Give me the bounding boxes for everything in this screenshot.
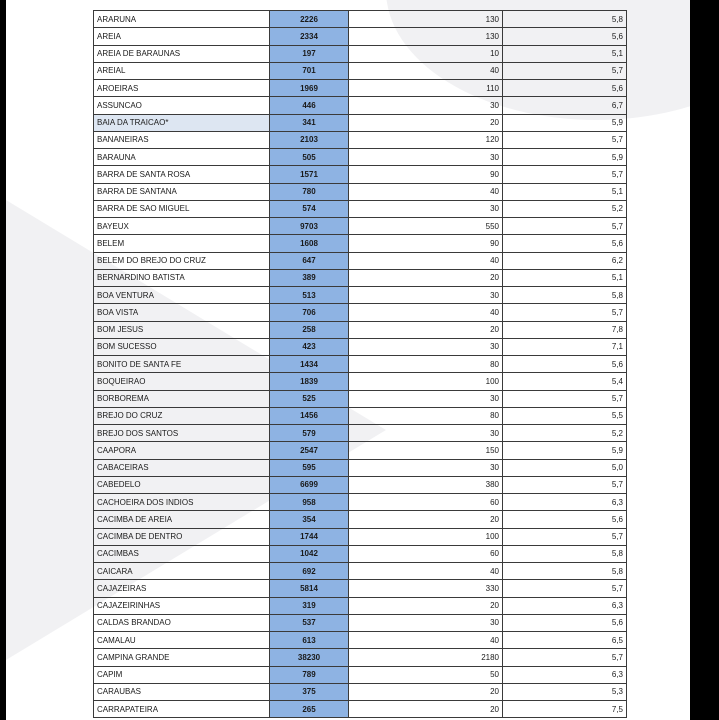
municipality-cell: BOM SUCESSO [94, 338, 270, 355]
population-cell: 5814 [270, 580, 349, 597]
population-cell: 789 [270, 666, 349, 683]
population-cell: 319 [270, 597, 349, 614]
percent-cell: 7,8 [503, 321, 627, 338]
percent-cell: 5,2 [503, 425, 627, 442]
quantity-cell: 50 [349, 666, 503, 683]
population-cell: 1456 [270, 407, 349, 424]
quantity-cell: 20 [349, 701, 503, 718]
municipality-cell: AROEIRAS [94, 80, 270, 97]
population-cell: 1839 [270, 373, 349, 390]
percent-cell: 5,9 [503, 442, 627, 459]
municipality-cell: CALDAS BRANDAO [94, 614, 270, 631]
municipality-cell: CAMPINA GRANDE [94, 649, 270, 666]
population-cell: 525 [270, 390, 349, 407]
quantity-cell: 20 [349, 511, 503, 528]
quantity-cell: 30 [349, 614, 503, 631]
municipality-cell: CAAPORA [94, 442, 270, 459]
quantity-cell: 90 [349, 235, 503, 252]
municipality-cell: BORBOREMA [94, 390, 270, 407]
municipality-cell: CACIMBA DE AREIA [94, 511, 270, 528]
table-row [94, 459, 627, 476]
quantity-cell: 30 [349, 425, 503, 442]
quantity-cell: 20 [349, 269, 503, 286]
municipality-cell: BONITO DE SANTA FE [94, 356, 270, 373]
quantity-cell: 150 [349, 442, 503, 459]
table-row [94, 252, 627, 269]
percent-cell: 5,1 [503, 45, 627, 62]
municipality-cell: CARAUBAS [94, 683, 270, 700]
table-row [94, 183, 627, 200]
table-row [94, 442, 627, 459]
population-cell: 595 [270, 459, 349, 476]
quantity-cell: 60 [349, 494, 503, 511]
population-cell: 1744 [270, 528, 349, 545]
municipality-cell: BELEM DO BREJO DO CRUZ [94, 252, 270, 269]
population-cell: 197 [270, 45, 349, 62]
quantity-cell: 20 [349, 114, 503, 131]
municipality-cell: CACIMBA DE DENTRO [94, 528, 270, 545]
population-cell: 958 [270, 494, 349, 511]
percent-cell: 5,6 [503, 356, 627, 373]
quantity-cell: 130 [349, 28, 503, 45]
quantity-cell: 130 [349, 11, 503, 28]
table-row [94, 200, 627, 217]
table-row [94, 321, 627, 338]
table-row [94, 511, 627, 528]
table-row [94, 632, 627, 649]
municipality-cell: BOA VISTA [94, 304, 270, 321]
population-cell: 1571 [270, 166, 349, 183]
table-row [94, 390, 627, 407]
table-row [94, 218, 627, 235]
population-cell: 265 [270, 701, 349, 718]
municipality-cell: BAYEUX [94, 218, 270, 235]
population-cell: 2226 [270, 11, 349, 28]
municipality-cell: AREIA [94, 28, 270, 45]
quantity-cell: 30 [349, 200, 503, 217]
percent-cell: 5,7 [503, 476, 627, 493]
population-cell: 505 [270, 149, 349, 166]
population-cell: 1608 [270, 235, 349, 252]
population-cell: 423 [270, 338, 349, 355]
table-row [94, 545, 627, 562]
percent-cell: 5,7 [503, 62, 627, 79]
percent-cell: 5,1 [503, 183, 627, 200]
percent-cell: 5,0 [503, 459, 627, 476]
percent-cell: 5,7 [503, 131, 627, 148]
quantity-cell: 550 [349, 218, 503, 235]
percent-cell: 5,8 [503, 287, 627, 304]
population-cell: 258 [270, 321, 349, 338]
population-cell: 1042 [270, 545, 349, 562]
table-row [94, 269, 627, 286]
quantity-cell: 40 [349, 563, 503, 580]
document-page [6, 0, 690, 720]
quantity-cell: 330 [349, 580, 503, 597]
quantity-cell: 100 [349, 373, 503, 390]
percent-cell: 5,6 [503, 235, 627, 252]
population-cell: 513 [270, 287, 349, 304]
municipality-cell: BREJO DO CRUZ [94, 407, 270, 424]
table-row [94, 373, 627, 390]
percent-cell: 5,6 [503, 511, 627, 528]
population-cell: 706 [270, 304, 349, 321]
quantity-cell: 40 [349, 62, 503, 79]
municipality-cell: BARRA DE SANTA ROSA [94, 166, 270, 183]
population-cell: 354 [270, 511, 349, 528]
quantity-cell: 110 [349, 80, 503, 97]
municipality-cell: CACIMBAS [94, 545, 270, 562]
municipality-cell: BOQUEIRAO [94, 373, 270, 390]
municipality-cell: BANANEIRAS [94, 131, 270, 148]
percent-cell: 5,8 [503, 545, 627, 562]
table-row [94, 580, 627, 597]
municipality-cell: BARRA DE SANTANA [94, 183, 270, 200]
table-row [94, 407, 627, 424]
municipality-cell: CARRAPATEIRA [94, 701, 270, 718]
municipality-cell: ASSUNCAO [94, 97, 270, 114]
table-row [94, 131, 627, 148]
quantity-cell: 20 [349, 597, 503, 614]
population-cell: 1969 [270, 80, 349, 97]
table-row [94, 304, 627, 321]
population-cell: 647 [270, 252, 349, 269]
percent-cell: 5,8 [503, 11, 627, 28]
quantity-cell: 10 [349, 45, 503, 62]
quantity-cell: 2180 [349, 649, 503, 666]
municipality-cell: ARARUNA [94, 11, 270, 28]
municipality-cell: CABEDELO [94, 476, 270, 493]
percent-cell: 5,6 [503, 28, 627, 45]
quantity-cell: 80 [349, 407, 503, 424]
percent-cell: 5,7 [503, 218, 627, 235]
percent-cell: 5,7 [503, 166, 627, 183]
municipality-cell: BELEM [94, 235, 270, 252]
table-body [94, 11, 627, 718]
municipality-cell: CAICARA [94, 563, 270, 580]
table-row [94, 338, 627, 355]
population-cell: 375 [270, 683, 349, 700]
population-cell: 1434 [270, 356, 349, 373]
percent-cell: 5,6 [503, 614, 627, 631]
population-cell: 613 [270, 632, 349, 649]
population-cell: 2547 [270, 442, 349, 459]
table-row [94, 701, 627, 718]
table-row [94, 666, 627, 683]
population-cell: 537 [270, 614, 349, 631]
percent-cell: 5,7 [503, 390, 627, 407]
quantity-cell: 20 [349, 683, 503, 700]
percent-cell: 6,3 [503, 597, 627, 614]
population-cell: 2103 [270, 131, 349, 148]
quantity-cell: 80 [349, 356, 503, 373]
population-cell: 6699 [270, 476, 349, 493]
table-row [94, 614, 627, 631]
quantity-cell: 40 [349, 632, 503, 649]
table-row [94, 166, 627, 183]
municipality-cell: BREJO DOS SANTOS [94, 425, 270, 442]
population-cell: 780 [270, 183, 349, 200]
population-cell: 446 [270, 97, 349, 114]
population-cell: 9703 [270, 218, 349, 235]
municipality-cell: BOM JESUS [94, 321, 270, 338]
table-row [94, 28, 627, 45]
table-row [94, 563, 627, 580]
quantity-cell: 30 [349, 390, 503, 407]
quantity-cell: 40 [349, 252, 503, 269]
municipality-cell: CACHOEIRA DOS INDIOS [94, 494, 270, 511]
percent-cell: 5,3 [503, 683, 627, 700]
population-cell: 701 [270, 62, 349, 79]
percent-cell: 5,7 [503, 580, 627, 597]
population-cell: 341 [270, 114, 349, 131]
population-cell: 38230 [270, 649, 349, 666]
population-cell: 389 [270, 269, 349, 286]
percent-cell: 5,6 [503, 80, 627, 97]
percent-cell: 5,2 [503, 200, 627, 217]
table-row [94, 649, 627, 666]
percent-cell: 5,7 [503, 528, 627, 545]
municipality-cell: BERNARDINO BATISTA [94, 269, 270, 286]
table-row [94, 356, 627, 373]
quantity-cell: 100 [349, 528, 503, 545]
percent-cell: 5,4 [503, 373, 627, 390]
data-table [93, 10, 627, 718]
table-row [94, 683, 627, 700]
table-row [94, 425, 627, 442]
municipality-cell: BARRA DE SAO MIGUEL [94, 200, 270, 217]
table-row [94, 45, 627, 62]
quantity-cell: 30 [349, 287, 503, 304]
population-cell: 2334 [270, 28, 349, 45]
quantity-cell: 120 [349, 131, 503, 148]
table-row [94, 494, 627, 511]
municipality-cell: AREIA DE BARAUNAS [94, 45, 270, 62]
population-cell: 574 [270, 200, 349, 217]
quantity-cell: 30 [349, 97, 503, 114]
population-cell: 692 [270, 563, 349, 580]
percent-cell: 6,3 [503, 494, 627, 511]
table-row [94, 287, 627, 304]
table-row [94, 235, 627, 252]
municipality-cell: BOA VENTURA [94, 287, 270, 304]
percent-cell: 7,5 [503, 701, 627, 718]
percent-cell: 5,7 [503, 649, 627, 666]
quantity-cell: 30 [349, 459, 503, 476]
municipality-cell: CAJAZEIRINHAS [94, 597, 270, 614]
percent-cell: 5,7 [503, 304, 627, 321]
municipality-cell: AREIAL [94, 62, 270, 79]
quantity-cell: 40 [349, 183, 503, 200]
percent-cell: 6,5 [503, 632, 627, 649]
quantity-cell: 30 [349, 338, 503, 355]
percent-cell: 5,9 [503, 149, 627, 166]
percent-cell: 5,5 [503, 407, 627, 424]
quantity-cell: 20 [349, 321, 503, 338]
quantity-cell: 60 [349, 545, 503, 562]
percent-cell: 6,7 [503, 97, 627, 114]
table-row [94, 528, 627, 545]
percent-cell: 5,9 [503, 114, 627, 131]
percent-cell: 6,2 [503, 252, 627, 269]
table-row [94, 114, 627, 131]
municipality-cell: CABACEIRAS [94, 459, 270, 476]
quantity-cell: 380 [349, 476, 503, 493]
quantity-cell: 40 [349, 304, 503, 321]
quantity-cell: 90 [349, 166, 503, 183]
percent-cell: 6,3 [503, 666, 627, 683]
municipality-cell: BAIA DA TRAICAO* [94, 114, 270, 131]
table-row [94, 597, 627, 614]
percent-cell: 5,1 [503, 269, 627, 286]
percent-cell: 5,8 [503, 563, 627, 580]
population-cell: 579 [270, 425, 349, 442]
table-row [94, 11, 627, 28]
table-row [94, 62, 627, 79]
municipality-cell: CAJAZEIRAS [94, 580, 270, 597]
quantity-cell: 30 [349, 149, 503, 166]
percent-cell: 7,1 [503, 338, 627, 355]
municipality-cell: BARAUNA [94, 149, 270, 166]
municipality-cell: CAMALAU [94, 632, 270, 649]
table-row [94, 97, 627, 114]
table-row [94, 80, 627, 97]
municipality-cell: CAPIM [94, 666, 270, 683]
table-row [94, 149, 627, 166]
table-row [94, 476, 627, 493]
